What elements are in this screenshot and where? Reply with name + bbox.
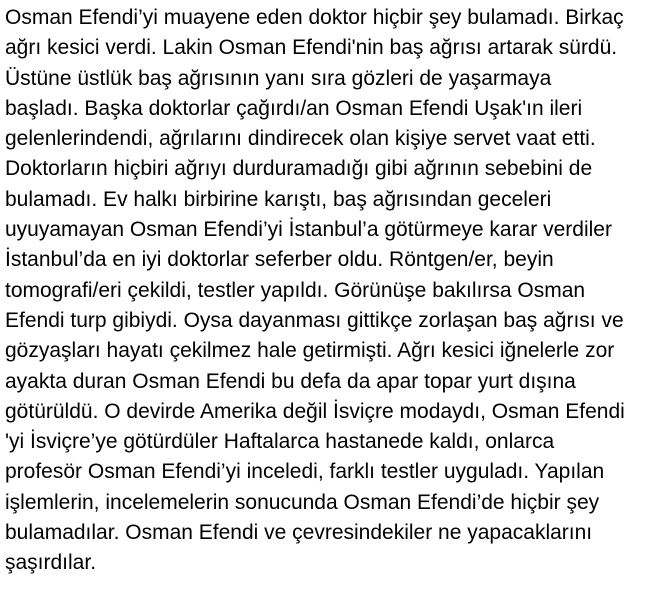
text-line: bulamadılar. Osman Efendi ve çevresindekiler ne yapacaklarını	[5, 521, 593, 545]
text-line: bulamadı. Ev halkı birbirine karıştı, baş ağrısından geceleri	[5, 187, 552, 211]
text-line: gelenlerindendi, ağrılarını dindirecek olan kişiye servet vaat etti.	[5, 127, 596, 151]
text-line: şaşırdılar.	[5, 551, 97, 575]
text-line: 'yi İsviçre’ye götürdüler Haftalarca hastanede kaldı, onlarca	[5, 430, 555, 454]
paragraph	[5, 3, 655, 579]
text-line: Doktorların hiçbiri ağrıyı durduramadığı gibi ağrının sebebini de	[5, 157, 593, 181]
text-line: uyuyamayan Osman Efendi’yi İstanbul’a götürmeye karar verdiler	[5, 218, 612, 242]
text-line: götürüldü. O devirde Amerika değil İsviçre modaydı, Osman Efendi	[5, 399, 625, 423]
text-line: Üstüne üstlük baş ağrısının yanı sıra gözleri de yaşarmaya	[5, 66, 552, 90]
text-line: tomografi/eri çekildi, testler yapıldı. Görünüşe bakılırsa Osman	[5, 278, 586, 302]
text-line: ağrı kesici verdi. Lakin Osman Efendi'nin baş ağrısı artarak sürdü.	[5, 36, 618, 60]
text-line: Efendi turp gibiydi. Oysa dayanması gittikçe zorlaşan baş ağrısı ve	[5, 308, 624, 332]
text-line: işlemlerin, incelemelerin sonucunda Osman Efendi’de hiçbir şey	[5, 490, 600, 514]
text-line: İstanbul’da en iyi doktorlar seferber oldu. Röntgen/er, beyin	[5, 248, 554, 272]
text-line: gözyaşları hayatı çekilmez hale getirmişti. Ağrı kesici iğnelerle zor	[5, 339, 615, 363]
text-line: ayakta duran Osman Efendi bu defa da apar topar yurt dışına	[5, 369, 576, 393]
text-line: profesör Osman Efendi’yi inceledi, farklı testler uyguladı. Yapılan	[5, 460, 605, 484]
text-line: başladı. Başka doktorlar çağırdı/an Osman Efendi Uşak'ın ileri	[5, 96, 583, 120]
text-line: Osman Efendi’yi muayene eden doktor hiçbir şey bulamadı. Birkaç	[5, 6, 624, 29]
